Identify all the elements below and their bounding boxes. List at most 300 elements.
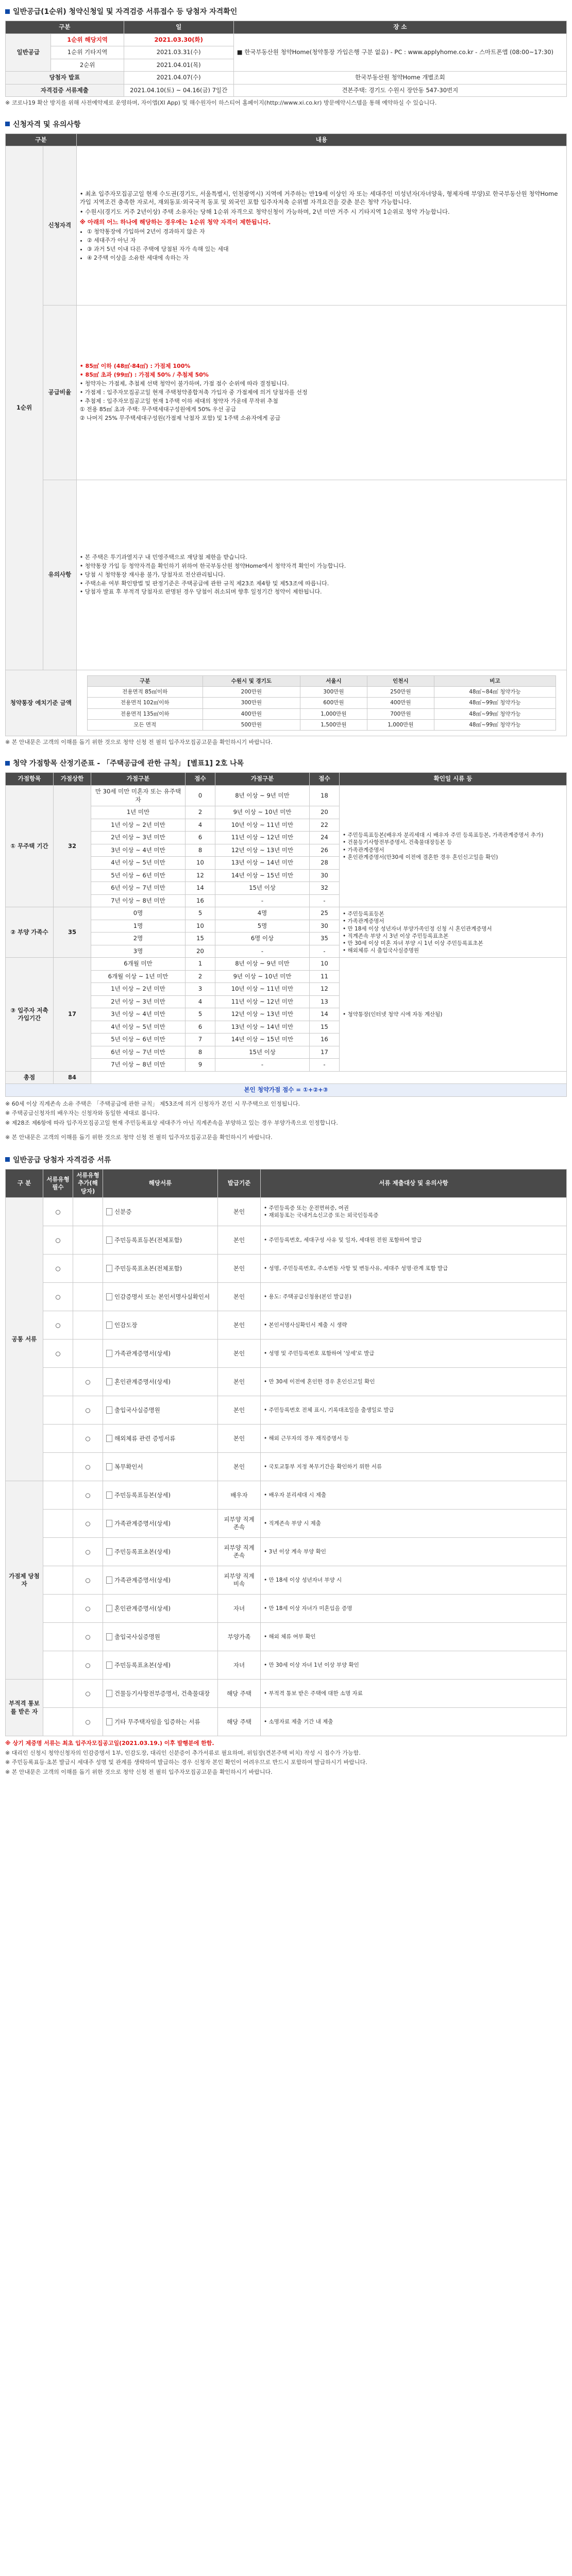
table-cell: 3년 이상 ~ 4년 미만 xyxy=(91,1008,186,1021)
document-icon xyxy=(106,1662,112,1669)
document-notes: • 본인서명사실확인서 제출 시 생략 xyxy=(261,1311,567,1340)
table-cell: - xyxy=(310,1059,340,1072)
table-cell: 9 xyxy=(186,1059,215,1072)
required-mark xyxy=(43,1425,73,1453)
section-schedule xyxy=(5,3,567,110)
document-icon xyxy=(106,1605,112,1612)
document-name xyxy=(103,1453,218,1481)
table-cell: 500만원 xyxy=(203,719,300,730)
document-label: 혼인관계증명서(상세) xyxy=(114,1378,171,1385)
table-cell: 48㎡~84㎡ 청약가능 xyxy=(434,687,556,698)
supply-content: • 85㎡ 이하 (48㎡·84㎡) : 가점제 100% • 85㎡ 초과 (99㎡) : 가점제 50% / 추첨제 50% • 청약자는 가점제, 추첨제 선택 청약이 불가하며, 가점 점수 순위에 따라 결정됩니다. • 가점제 : 입주자모집공고일 현재 주택청약종합저축 가입자 중 가점제에 의거 당첨자를 선정 • 추첨제 : 입주자모집공고일 현재 1주택 이하 세대의 청약자 가운데 무작위 추첨 ① 전용 85㎡ 초과 주택: 무주택세대구성원에게 50% 우선 공급 ② 나머지 25% 무주택세대구성원(가점제 낙첨자 포함) 및 1주택 소유자에게 공급 xyxy=(76,306,566,480)
table-cell: 22 xyxy=(310,819,340,832)
required-mark: ○ xyxy=(43,1283,73,1311)
table-row xyxy=(6,1226,567,1255)
section-title: 일반공급(1순위) 청약신청일 및 자격검증 서류접수 등 당첨자 자격확인 xyxy=(5,3,567,21)
optional-mark xyxy=(73,1340,103,1368)
table-cell: 1명 xyxy=(91,920,186,933)
required-mark: ○ xyxy=(43,1340,73,1368)
table-cell: 전용면적 135㎡이하 xyxy=(87,708,203,719)
docs-group-name: 가점제 당첨자 xyxy=(6,1481,43,1680)
table-cell: 10 xyxy=(186,920,215,933)
table-cell: 700만원 xyxy=(367,708,434,719)
issue-basis: 자녀 xyxy=(218,1595,261,1623)
document-label: 가족관계증명서(상세) xyxy=(114,1349,171,1357)
blue-square-icon xyxy=(5,761,10,766)
table-cell: - xyxy=(215,1059,310,1072)
table-row xyxy=(87,719,556,730)
table-cell: 7년 이상 ~ 8년 미만 xyxy=(91,1059,186,1072)
required-mark: ○ xyxy=(43,1226,73,1255)
table-row xyxy=(6,1453,567,1481)
table-cell: 32 xyxy=(310,882,340,895)
score-group-max: 17 xyxy=(54,958,91,1072)
table-cell: 1,000만원 xyxy=(300,708,367,719)
table-cell: - xyxy=(310,945,340,958)
table-cell: 6년 이상 ~ 7년 미만 xyxy=(91,1046,186,1059)
table-cell: 14 xyxy=(186,882,215,895)
table-cell: 300만원 xyxy=(300,687,367,698)
table-cell: 7 xyxy=(186,1033,215,1046)
score-docs: • 주민등록표등본 • 가족관계증명서 • 만 18세 이상 성년자녀 부양가족인정 신청 시 혼인관계증명서 • 직계존속 부양 시 3년 이상 주민등록표초본 • 만 30세 이상 미혼 자녀 부양 시 1년 이상 주민등록표초본 • 해외체류 시 출입국사실증명원 xyxy=(340,907,567,958)
document-notes: • 용도: 주택공급신청용(본인 발급분) xyxy=(261,1283,567,1311)
section-documents xyxy=(5,1151,567,1780)
document-name xyxy=(103,1368,218,1396)
document-name xyxy=(103,1623,218,1651)
issue-basis: 피부양 직계존속 xyxy=(218,1510,261,1538)
score-table: 가점항목 가점상한 가점구분 점수 가점구분 점수 확인일 시류 등 ① 무주택 기간 32 만 30세 미만 미혼자 또는 유주택자 0 8년 이상 ~ 9년 미만 18 • 주민등록표등본(배우자 분리세대 시 배우자 주민 등록표등본, 가족관계증명서 추가) • 건물등기사항전부증명서, 건축물대장등본 등 • 가족관계증명서 • 혼인관계증명서(만30세 이전에 결혼한 경우 혼인신고일을 확인) 1년 미만 2 9년 이상 ~ 10년 미만 20 1년 이상 ~ 2년 미만 4 10년 이상 ~ 11년 미만 22 2년 이상 ~ 3년 미만 6 11년 이상 ~ 12년 미만 24 3년 이상 ~ 4년 미만 8 12년 이상 ~ 13년 미만 26 4년 이상 ~ 5년 미만 10 13년 이상 ~ 14년 미만 28 5년 이상 ~ 6년 미만 12 14년 이상 ~ 15년 미만 30 6년 이상 ~ 7년 미만 14 15년 이상 32 7년 이상 ~ 8년 미만 16 - - ② 부양 가족수 35 0명 5 4명 25 • 주민등록표등본 • 가족관계증명서 • 만 18세 이상 성년자녀 부양가족인정 신청 시 혼인관계증명서 • 직계존속 부양 시 3년 이상 주민등록표초본 • 만 30세 이상 미혼 자녀 부양 시 1년 이상 주민등록표초본 • 해외체류 시 출입국사실증명원 1명 10 5명 30 2명 15 6명 이상 35 3명 20 - - ③ 입주자 저축 가입기간 17 6개월 미만 1 8년 이상 ~ 9년 미만 10 • 청약통장(인터넷 청약 시에 자동 계산됨) 6개월 이상 ~ 1년 미만 2 9년 이상 ~ 10년 미만 11 1년 이상 ~ 2년 미만 3 10년 이상 ~ 11년 미만 12 2년 이상 ~ 3년 미만 4 11년 이상 ~ 12년 미만 13 3년 이상 ~ 4년 미만 5 12년 이상 ~ 13년 미만 14 4년 이상 ~ 5년 미만 6 13년 이상 ~ 14년 미만 15 5년 이상 ~ 6년 미만 7 14년 이상 ~ 15년 미만 16 6년 이상 ~ 7년 미만 8 15년 이상 17 7년 이상 ~ 8년 미만 9 - - 총점 84 본인 청약가점 점수 = ①+②+③ xyxy=(5,772,567,1096)
apply-restrictions-list: • ① 청약통장에 가입하여 2년이 경과하지 않은 자 • ② 세대주가 아닌 자 • ③ 과거 5년 이내 다른 주택에 당첨된 자가 속해 있는 세대 • ④ 2주택 이상을 소유한 세대에 속하는 자 xyxy=(80,228,563,262)
table-cell: 200만원 xyxy=(203,687,300,698)
score-group-max: 32 xyxy=(54,785,91,907)
table-cell: 8 xyxy=(186,844,215,857)
issue-basis: 해당 주택 xyxy=(218,1680,261,1708)
deposit-table: 구분 수원시 및 경기도 서울시 인천시 비고 전용면적 85㎡이하 200만원 300만원 250만원 48㎡~84㎡ 청약가능 전용면적 102㎡이하 300만원 600만원 400만원 48㎡~99㎡ 청약가능 전용면적 135㎡이하 400만원 1,000만원 700만원 48㎡~99㎡ 청약가능 모든 면적 500만원 1,500만원 1,000만원 48㎡~99㎡ 청약가능 xyxy=(87,675,556,731)
table-cell: 1년 미만 xyxy=(91,806,186,819)
table-row xyxy=(87,698,556,708)
section-qualification xyxy=(5,116,567,749)
table-cell: 1,500만원 xyxy=(300,719,367,730)
document-label: 가족관계증명서(상세) xyxy=(114,1519,171,1527)
issue-basis: 본인 xyxy=(218,1226,261,1255)
score-group-name: ② 부양 가족수 xyxy=(6,907,54,958)
documents-table: 구 분 서류유형 필수 서류유형 추가(해당자) 해당서류 발급기준 서류 제출대상 및 유의사항 공통 서류 ○ 신분증 본인 • 주민등록증 또는 운전면허증, 여권 • 재외동포는 국내거소신고증 또는 외국인등록증 ○ 주민등록표등본(전체포함) 본인 • 주민등록번호, 세대구성 사유 및 일자, 세대원 전원 포함하여 발급 ○ 주민등록표초본(전체포함) 본인 • 성명, 주민등록번호, 주소변동 사항 및 변동사유, 세대주 성명·관계 포함 발급 ○ 인감증명서 또는 본인서명사실확인서 본인 • 용도: 주택공급신청용(본인 발급분) ○ 인감도장 본인 • 본인서명사실확인서 제출 시 생략 ○ 가족관계증명서(상세) 본인 • 성명 및 주민등록번호 포함하여 '상세'로 발급 ○ 혼인관계증명서(상세) 본인 • 만 30세 이전에 혼인한 경우 혼인신고일 확인 ○ 출입국사실증명원 본인 • 주민등록번호 전체 표시, 기록대조일을 출생일로 발급 ○ 해외체류 관련 증빙서류 본인 • 해외 근무자의 경우 재직증명서 등 ○ 복무확인서 본인 • 국토교통부 지정 복무기간을 확인하기 위한 서류 가점제 당첨자 ○ 주민등록표등본(상세) 배우자 • 배우자 분리세대 시 제출 ○ 가족관계증명서(상세) 피부양 직계존속 • 직계존속 부양 시 제출 ○ 주민등록표초본(상세) 피부양 직계존속 • 3년 이상 계속 부양 확인 ○ 가족관계증명서(상세) 피부양 직계비속 • 만 18세 이상 성년자녀 부양 시 ○ 혼인관계증명서(상세) 자녀 • 만 18세 이상 자녀가 미혼임을 증명 ○ 출입국사실증명원 부양가족 • 해외 체류 여부 확인 ○ 주민등록표초본(상세) 자녀 • 만 30세 이상 자녀 1년 이상 부양 확인 부적격 통보를 받은 자 ○ 건물등기사항전부증명서, 건축물대장 해당 주택 • 부적격 통보 받은 주택에 대한 소명 자료 ○ 기타 무주택자임을 입증하는 서류 해당 주택 • 소명자료 제출 기간 내 제출 xyxy=(5,1169,567,1737)
table-cell: 12년 이상 ~ 13년 미만 xyxy=(215,844,310,857)
document-icon xyxy=(106,1520,112,1527)
document-label: 출입국사실증명원 xyxy=(114,1406,160,1414)
table-cell: 16 xyxy=(186,894,215,907)
document-icon xyxy=(106,1265,112,1272)
table-cell: 13년 이상 ~ 14년 미만 xyxy=(215,1021,310,1033)
document-icon xyxy=(106,1406,112,1414)
optional-mark: ○ xyxy=(73,1481,103,1510)
document-icon xyxy=(106,1633,112,1640)
optional-mark: ○ xyxy=(73,1566,103,1595)
required-mark xyxy=(43,1538,73,1566)
document-icon xyxy=(106,1577,112,1584)
table-row xyxy=(6,1311,567,1340)
table-cell: 25 xyxy=(310,907,340,920)
table-cell: 10년 이상 ~ 11년 미만 xyxy=(215,983,310,996)
qualification-table: 구분 내용 1순위 신청자격 • 최초 입주자모집공고일 현재 수도권(경기도, 서울특별시, 인천광역시) 지역에 거주하는 만19세 이상인 자 또는 세대주인 미성년자(자녀양육, 형제자매 부양)로 한국부동산원 청약Home 가입 지역조건 충족한 자로서, 재외동포·외국국적 동포 및 외국인 포함 입주자저축 순위별 자격요건을 갖춘 분은 청약 가능합니다. • 수원시(경기도 거주 2년이상) 주택 소유자는 당해 1순위 자격으로 청약신청이 가능하며, 2년 미만 거주 시 기타지역 1순위로 청약 가능합니다. ※ 아래의 어느 하나에 해당하는 경우에는 1순위 청약 자격이 제한됩니다. • ① 청약통장에 가입하여 2년이 경과하지 않은 자 • ② 세대주가 아닌 자 • ③ 과거 5년 이내 다른 주택에 당첨된 자가 속해 있는 세대 • ④ 2주택 이상을 소유한 세대에 속하는 자 공급비율 • 85㎡ 이하 (48㎡·84㎡) : 가점제 100% • 85㎡ 초과 (99㎡) : 가점제 50% / 추첨제 50% • 청약자는 가점제, 추첨제 선택 청약이 불가하며, 가점 점수 순위에 따라 결정됩니다. • 가점제 : 입주자모집공고일 현재 주택청약종합저축 가입자 중 가점제에 의거 당첨자를 선정 • 추첨제 : 입주자모집공고일 현재 1주택 이하 세대의 청약자 가운데 무작위 추첨 ① 전용 85㎡ 초과 주택: 무주택세대구성원에게 50% 우선 공급 ② 나머지 25% 무주택세대구성원(가점제 낙첨자 포함) 및 1주택 소유자에게 공급 유의사항 • 본 주택은 투기과열지구 내 민영주택으로 재당첨 제한을 받습니다. • 청약통장 가입 등 청약자격을 확인하기 위하여 한국부동산원 청약Home에서 청약자격 확인이 가능합니다. • 당첨 시 청약통장 재사용 불가, 당첨자로 전산관리됩니다. • 주택소유 여부 확인방법 및 판정기준은 주택공급에 관한 규칙 제23조 제4항 및 제53조에 따릅니다. • 당첨자 발표 후 부적격 당첨자로 판명된 경우 당첨이 취소되며 향후 일정기간 청약이 제한됩니다. 청약통장 예치기준 금액 구분 수원시 및 경기도 서울시 인천시 비고 전용면적 85㎡이하 200만원 300만원 250만원 48㎡~84㎡ 청약가능 전용면적 102㎡이하 300만원 600만원 400만원 48㎡~99㎡ 청약가능 전용면적 135㎡이하 400만원 1,000만원 700만원 48㎡~99㎡ 청약가능 모든 면적 500만원 1,500만원 1,000만원 48㎡~99㎡ 청약가능 xyxy=(5,133,567,736)
table-cell: 18 xyxy=(310,785,340,806)
table-row xyxy=(6,785,567,806)
document-label: 주민등록표초본(상세) xyxy=(114,1548,171,1555)
document-name xyxy=(103,1680,218,1708)
optional-mark: ○ xyxy=(73,1453,103,1481)
table-cell: 30 xyxy=(310,869,340,882)
document-name xyxy=(103,1708,218,1736)
issue-basis: 부양가족 xyxy=(218,1623,261,1651)
table-cell: 5 xyxy=(186,907,215,920)
optional-mark xyxy=(73,1311,103,1340)
table-cell: 0 xyxy=(186,785,215,806)
table-cell: 15 xyxy=(186,933,215,945)
table-cell: 2년 이상 ~ 3년 미만 xyxy=(91,995,186,1008)
table-cell: 24 xyxy=(310,832,340,844)
table-cell: 2년 이상 ~ 3년 미만 xyxy=(91,832,186,844)
table-row xyxy=(6,1283,567,1311)
table-row xyxy=(6,1680,567,1708)
table-cell: 12년 이상 ~ 13년 미만 xyxy=(215,1008,310,1021)
table-cell: 16 xyxy=(310,1033,340,1046)
optional-mark xyxy=(73,1255,103,1283)
table-cell: 9년 이상 ~ 10년 미만 xyxy=(215,806,310,819)
document-name xyxy=(103,1311,218,1340)
score-group-max: 35 xyxy=(54,907,91,958)
table-cell: 4년 이상 ~ 5년 미만 xyxy=(91,857,186,870)
table-cell: 5명 xyxy=(215,920,310,933)
table-row xyxy=(87,708,556,719)
table-cell: 2 xyxy=(186,970,215,983)
section-title: 청약 가점항목 산정기준표 - 「주택공급에 관한 규칙」 [별표1] 2호 나목 xyxy=(5,755,567,772)
table-row xyxy=(6,907,567,920)
document-icon xyxy=(106,1548,112,1555)
document-icon xyxy=(106,1378,112,1385)
document-name xyxy=(103,1198,218,1226)
required-mark xyxy=(43,1510,73,1538)
required-mark xyxy=(43,1595,73,1623)
document-notes: • 주민등록번호 전체 표시, 기록대조일을 출생일로 발급 xyxy=(261,1396,567,1425)
document-name xyxy=(103,1396,218,1425)
document-label: 건물등기사항전부증명서, 건축물대장 xyxy=(114,1689,210,1697)
table-cell: - xyxy=(310,894,340,907)
document-notes: • 해외 근무자의 경우 재직증명서 등 xyxy=(261,1425,567,1453)
table-cell: 15 xyxy=(310,1021,340,1033)
table-cell: 3 xyxy=(186,983,215,996)
table-cell: 12 xyxy=(186,869,215,882)
score-notes: ※ 60세 이상 직계존속 소유 주택은 「주택공급에 관한 규칙」 제53조에 의거 신청자가 본인 시 무주택으로 인정됩니다. ※ 주택공급신청자의 배우자는 신청자와 동일한 세대로 봅니다. ※ 제28조 제6항에 따라 입주자모집공고일 현재 주민등록표상 세대주가 아닌 직계존속을 부양하고 있는 경우 부양가족으로 인정합니다. ※ 본 안내문은 고객의 이해를 돕기 위한 것으로 청약 신청 전 필히 입주자모집공고문을 확인하시기 바랍니다. xyxy=(5,1100,338,1141)
document-name xyxy=(103,1425,218,1453)
table-cell: 2명 xyxy=(91,933,186,945)
document-notes: • 소명자료 제출 기간 내 제출 xyxy=(261,1708,567,1736)
document-label: 인감증명서 또는 본인서명사실확인서 xyxy=(114,1293,210,1300)
document-icon xyxy=(106,1321,112,1329)
table-row xyxy=(6,1425,567,1453)
document-name xyxy=(103,1538,218,1566)
optional-mark xyxy=(73,1283,103,1311)
document-notes: • 성명, 주민등록번호, 주소변동 사항 및 변동사유, 세대주 성명·관계 포함 발급 xyxy=(261,1255,567,1283)
optional-mark: ○ xyxy=(73,1595,103,1623)
issue-basis: 본인 xyxy=(218,1283,261,1311)
document-label: 인감도장 xyxy=(114,1321,138,1329)
table-cell: 11 xyxy=(310,970,340,983)
document-label: 주민등록표초본(전체포함) xyxy=(114,1264,182,1272)
table-row xyxy=(6,1396,567,1425)
table-cell: 2 xyxy=(186,806,215,819)
document-icon xyxy=(106,1435,112,1442)
table-cell: 7년 이상 ~ 8년 미만 xyxy=(91,894,186,907)
table-cell: 3년 이상 ~ 4년 미만 xyxy=(91,844,186,857)
required-mark xyxy=(43,1566,73,1595)
table-cell: 6 xyxy=(186,832,215,844)
document-name xyxy=(103,1340,218,1368)
table-cell: 11년 이상 ~ 12년 미만 xyxy=(215,832,310,844)
table-cell: 10 xyxy=(310,958,340,971)
document-icon xyxy=(106,1208,112,1215)
table-row xyxy=(6,1651,567,1680)
table-cell: 6개월 미만 xyxy=(91,958,186,971)
table-cell: 20 xyxy=(310,806,340,819)
optional-mark xyxy=(73,1198,103,1226)
table-cell: 17 xyxy=(310,1046,340,1059)
table-cell: 4명 xyxy=(215,907,310,920)
document-label: 신분증 xyxy=(114,1208,132,1215)
apply-content: • 최초 입주자모집공고일 현재 수도권(경기도, 서울특별시, 인천광역시) 지역에 거주하는 만19세 이상인 자 또는 세대주인 미성년자(자녀양육, 형제자매 부양)로 한국부동산원 청약Home 가입 지역조건 충족한 자로서, 재외동포·외국국적 동포 및 외국인 포함 입주자저축 순위별 자격요건을 갖춘 분은 청약 가능합니다. • 수원시(경기도 거주 2년이상) 주택 소유자는 당해 1순위 자격으로 청약신청이 가능하며, 2년 미만 거주 시 기타지역 1순위로 청약 가능합니다. ※ 아래의 어느 하나에 해당하는 경우에는 1순위 청약 자격이 제한됩니다. • ① 청약통장에 가입하여 2년이 경과하지 않은 자 • ② 세대주가 아닌 자 • ③ 과거 5년 이내 다른 주택에 당첨된 자가 속해 있는 세대 • ④ 2주택 이상을 소유한 세대에 속하는 자 xyxy=(76,146,566,306)
table-row xyxy=(6,1340,567,1368)
table-cell: 전용면적 102㎡이하 xyxy=(87,698,203,708)
document-label: 가족관계증명서(상세) xyxy=(114,1576,171,1584)
table-cell: 400만원 xyxy=(367,698,434,708)
document-icon xyxy=(106,1690,112,1697)
document-notes: • 성명 및 주민등록번호 포함하여 '상세'로 발급 xyxy=(261,1340,567,1368)
table-cell: 0명 xyxy=(91,907,186,920)
required-mark xyxy=(43,1651,73,1680)
table-row xyxy=(6,1198,567,1226)
score-group-name: ① 무주택 기간 xyxy=(6,785,54,907)
document-name xyxy=(103,1226,218,1255)
document-label: 해외체류 관련 증빙서류 xyxy=(114,1434,176,1442)
document-icon xyxy=(106,1463,112,1470)
table-cell: 11년 이상 ~ 12년 미만 xyxy=(215,995,310,1008)
table-cell: 1 xyxy=(186,958,215,971)
table-cell: 6개월 이상 ~ 1년 미만 xyxy=(91,970,186,983)
required-mark: ○ xyxy=(43,1255,73,1283)
table-cell: 10 xyxy=(186,857,215,870)
document-name xyxy=(103,1481,218,1510)
table-cell: 모든 면적 xyxy=(87,719,203,730)
required-mark xyxy=(43,1680,73,1708)
schedule-note: ※ 코로나19 확산 방지를 위해 사전예약제로 운영하며, 자이앱(XI App) 및 해수원자이 하스티어 홈페이지(http://www.xi.co.kr) 방문예약시스템을 통해 예약하실 수 있습니다. xyxy=(5,99,437,107)
table-cell: 13 xyxy=(310,995,340,1008)
table-cell: 26 xyxy=(310,844,340,857)
score-group-name: ③ 입주자 저축 가입기간 xyxy=(6,958,54,1072)
table-row xyxy=(6,1708,567,1736)
optional-mark: ○ xyxy=(73,1368,103,1396)
table-cell: 9년 이상 ~ 10년 미만 xyxy=(215,970,310,983)
table-cell: 5 xyxy=(186,1008,215,1021)
table-cell: 전용면적 85㎡이하 xyxy=(87,687,203,698)
table-cell: 3명 xyxy=(91,945,186,958)
total-formula: 본인 청약가점 점수 = ①+②+③ xyxy=(6,1084,567,1097)
table-cell: 48㎡~99㎡ 청약가능 xyxy=(434,708,556,719)
document-label: 기타 무주택자임을 입증하는 서류 xyxy=(114,1718,200,1725)
blue-square-icon xyxy=(5,122,10,126)
optional-mark: ○ xyxy=(73,1708,103,1736)
table-row xyxy=(6,1481,567,1510)
document-icon xyxy=(106,1492,112,1499)
table-cell: 4 xyxy=(186,995,215,1008)
table-cell: 5년 이상 ~ 6년 미만 xyxy=(91,869,186,882)
document-name xyxy=(103,1255,218,1283)
issue-basis: 해당 주택 xyxy=(218,1708,261,1736)
document-notes: • 직계존속 부양 시 제출 xyxy=(261,1510,567,1538)
table-cell: 250만원 xyxy=(367,687,434,698)
document-notes: • 3년 이상 계속 부양 확인 xyxy=(261,1538,567,1566)
document-label: 주민등록표초본(상세) xyxy=(114,1661,171,1669)
issue-basis: 피부양 직계존속 xyxy=(218,1538,261,1566)
document-icon xyxy=(106,1718,112,1725)
optional-mark: ○ xyxy=(73,1396,103,1425)
table-cell: 14년 이상 ~ 15년 미만 xyxy=(215,1033,310,1046)
document-notes: • 국토교통부 지정 복무기간을 확인하기 위한 서류 xyxy=(261,1453,567,1481)
documents-notes: ※ 상기 제증명 서류는 최초 입주자모집공고일(2021.03.19.) 이후 발행분에 한함. ※ 대리인 신청시 청약신청자의 인감증명서 1부, 인감도장, 대리인 신분증이 추가서류로 필요하며, 위임장(견본주택 비치) 작성 시 접수가 가능함. ※ 주민등록표등·초본 발급시 세대주 성명 및 관계를 생략하여 발급하는 경우 신청자 본인 확인이 어려우므로 반드시 포함하여 발급하시기 바랍니다. ※ 본 안내문은 고객의 이해를 돕기 위한 것으로 청약 신청 전 필히 입주자모집공고문을 확인하시기 바랍니다. xyxy=(5,1740,367,1775)
table-cell: 13년 이상 ~ 14년 미만 xyxy=(215,857,310,870)
optional-mark: ○ xyxy=(73,1425,103,1453)
table-cell: 600만원 xyxy=(300,698,367,708)
document-label: 출입국사실증명원 xyxy=(114,1633,160,1640)
table-row xyxy=(6,1255,567,1283)
document-notes: • 배우자 분리세대 시 제출 xyxy=(261,1481,567,1510)
document-notes: • 만 18세 이상 자녀가 미혼임을 증명 xyxy=(261,1595,567,1623)
section-title: 신청자격 및 유의사항 xyxy=(5,116,567,133)
issue-basis: 피부양 직계비속 xyxy=(218,1566,261,1595)
issue-basis: 본인 xyxy=(218,1255,261,1283)
notes-content: • 본 주택은 투기과열지구 내 민영주택으로 재당첨 제한을 받습니다. • 청약통장 가입 등 청약자격을 확인하기 위하여 한국부동산원 청약Home에서 청약자격 확인이 가능합니다. • 당첨 시 청약통장 재사용 불가, 당첨자로 전산관리됩니다. • 주택소유 여부 확인방법 및 판정기준은 주택공급에 관한 규칙 제23조 제4항 및 제53조에 따릅니다. • 당첨자 발표 후 부적격 당첨자로 판명된 경우 당첨이 취소되며 향후 일정기간 청약이 제한됩니다. xyxy=(76,480,566,670)
table-cell: 20 xyxy=(186,945,215,958)
required-mark xyxy=(43,1708,73,1736)
issue-basis: 본인 xyxy=(218,1453,261,1481)
table-cell: 4 xyxy=(186,819,215,832)
issue-basis: 본인 xyxy=(218,1396,261,1425)
docs-group-name: 공통 서류 xyxy=(6,1198,43,1481)
table-row xyxy=(6,1368,567,1396)
table-cell: 400만원 xyxy=(203,708,300,719)
optional-mark xyxy=(73,1226,103,1255)
table-cell: 35 xyxy=(310,933,340,945)
table-cell: 12 xyxy=(310,983,340,996)
issue-basis: 자녀 xyxy=(218,1651,261,1680)
table-cell: 8년 이상 ~ 9년 미만 xyxy=(215,785,310,806)
issue-basis: 본인 xyxy=(218,1368,261,1396)
document-label: 주민등록표등본(전체포함) xyxy=(114,1236,182,1244)
issue-basis: 본인 xyxy=(218,1311,261,1340)
table-cell: 14 xyxy=(310,1008,340,1021)
required-mark: ○ xyxy=(43,1198,73,1226)
document-name xyxy=(103,1651,218,1680)
document-label: 복무확인서 xyxy=(114,1463,143,1470)
table-cell: 6년 이상 ~ 7년 미만 xyxy=(91,882,186,895)
table-cell: 6명 이상 xyxy=(215,933,310,945)
table-cell: 48㎡~99㎡ 청약가능 xyxy=(434,719,556,730)
document-label: 주민등록표등본(상세) xyxy=(114,1491,171,1499)
blue-square-icon xyxy=(5,9,10,14)
table-cell: 30 xyxy=(310,920,340,933)
document-icon xyxy=(106,1236,112,1244)
document-notes: • 만 30세 이상 자녀 1년 이상 부양 확인 xyxy=(261,1651,567,1680)
required-mark: ○ xyxy=(43,1311,73,1340)
table-cell: - xyxy=(215,894,310,907)
issue-basis: 배우자 xyxy=(218,1481,261,1510)
document-label: 혼인관계증명서(상세) xyxy=(114,1604,171,1612)
table-cell: 만 30세 미만 미혼자 또는 유주택자 xyxy=(91,785,186,806)
required-mark xyxy=(43,1396,73,1425)
issue-basis: 본인 xyxy=(218,1425,261,1453)
qualification-foot: ※ 본 안내문은 고객의 이해를 돕기 위한 것으로 청약 신청 전 필히 입주자모집공고문을 확인하시기 바랍니다. xyxy=(5,738,273,745)
issue-basis: 본인 xyxy=(218,1198,261,1226)
required-mark xyxy=(43,1453,73,1481)
table-cell: 5년 이상 ~ 6년 미만 xyxy=(91,1033,186,1046)
document-name xyxy=(103,1510,218,1538)
document-icon xyxy=(106,1350,112,1357)
section-title: 일반공급 당첨자 자격검증 서류 xyxy=(5,1151,567,1169)
table-cell: 8년 이상 ~ 9년 미만 xyxy=(215,958,310,971)
table-row xyxy=(6,1510,567,1538)
table-cell: 8 xyxy=(186,1046,215,1059)
table-cell: 6 xyxy=(186,1021,215,1033)
table-row xyxy=(87,687,556,698)
optional-mark: ○ xyxy=(73,1651,103,1680)
blue-square-icon xyxy=(5,1157,10,1162)
table-cell: 14년 이상 ~ 15년 미만 xyxy=(215,869,310,882)
required-mark xyxy=(43,1481,73,1510)
section-score xyxy=(5,755,567,1145)
table-cell: 15년 이상 xyxy=(215,1046,310,1059)
required-mark xyxy=(43,1368,73,1396)
table-row xyxy=(6,1595,567,1623)
table-cell: 1년 이상 ~ 2년 미만 xyxy=(91,819,186,832)
document-notes: • 주민등록증 또는 운전면허증, 여권 • 재외동포는 국내거소신고증 또는 외국인등록증 xyxy=(261,1198,567,1226)
table-cell: 48㎡~99㎡ 청약가능 xyxy=(434,698,556,708)
table-cell: 28 xyxy=(310,857,340,870)
document-notes: • 주민등록번호, 세대구성 사유 및 일자, 세대원 전원 포함하여 발급 xyxy=(261,1226,567,1255)
document-icon xyxy=(106,1293,112,1300)
table-cell: 10년 이상 ~ 11년 미만 xyxy=(215,819,310,832)
document-name xyxy=(103,1566,218,1595)
table-cell: - xyxy=(215,945,310,958)
required-mark xyxy=(43,1623,73,1651)
document-notes: • 부적격 통보 받은 주택에 대한 소명 자료 xyxy=(261,1680,567,1708)
table-row xyxy=(6,1566,567,1595)
score-docs: • 청약통장(인터넷 청약 시에 자동 계산됨) xyxy=(340,958,567,1072)
document-notes: • 해외 체류 여부 확인 xyxy=(261,1623,567,1651)
schedule-table: 구분 일 장 소 일반공급 1순위 해당지역 2021.03.30(화) ■ 한국부동산원 청약Home(청약통장 가입은행 구분 없음) - PC : www.applyhome.co.kr - 스마트폰앱 (08:00~17:30) 1순위 기타지역 2021.03.31(수) 2순위 2021.04.01(목) 당첨자 발표 2021.04.07(수) 한국부동산원 청약Home 개별조회 자격검증 서류제출 2021.04.10(토) ~ 04.16(금) 7일간 견본주택: 경기도 수원시 장안동 547-30번지 xyxy=(5,21,567,97)
optional-mark: ○ xyxy=(73,1680,103,1708)
issue-basis: 본인 xyxy=(218,1340,261,1368)
table-cell: 300만원 xyxy=(203,698,300,708)
document-notes: • 만 18세 이상 성년자녀 부양 시 xyxy=(261,1566,567,1595)
document-notes: • 만 30세 이전에 혼인한 경우 혼인신고일 확인 xyxy=(261,1368,567,1396)
docs-group-name: 부적격 통보를 받은 자 xyxy=(6,1680,43,1736)
optional-mark: ○ xyxy=(73,1623,103,1651)
optional-mark: ○ xyxy=(73,1510,103,1538)
table-cell: 1년 이상 ~ 2년 미만 xyxy=(91,983,186,996)
table-row xyxy=(6,1623,567,1651)
document-name xyxy=(103,1283,218,1311)
table-row xyxy=(6,1538,567,1566)
document-name xyxy=(103,1595,218,1623)
optional-mark: ○ xyxy=(73,1538,103,1566)
